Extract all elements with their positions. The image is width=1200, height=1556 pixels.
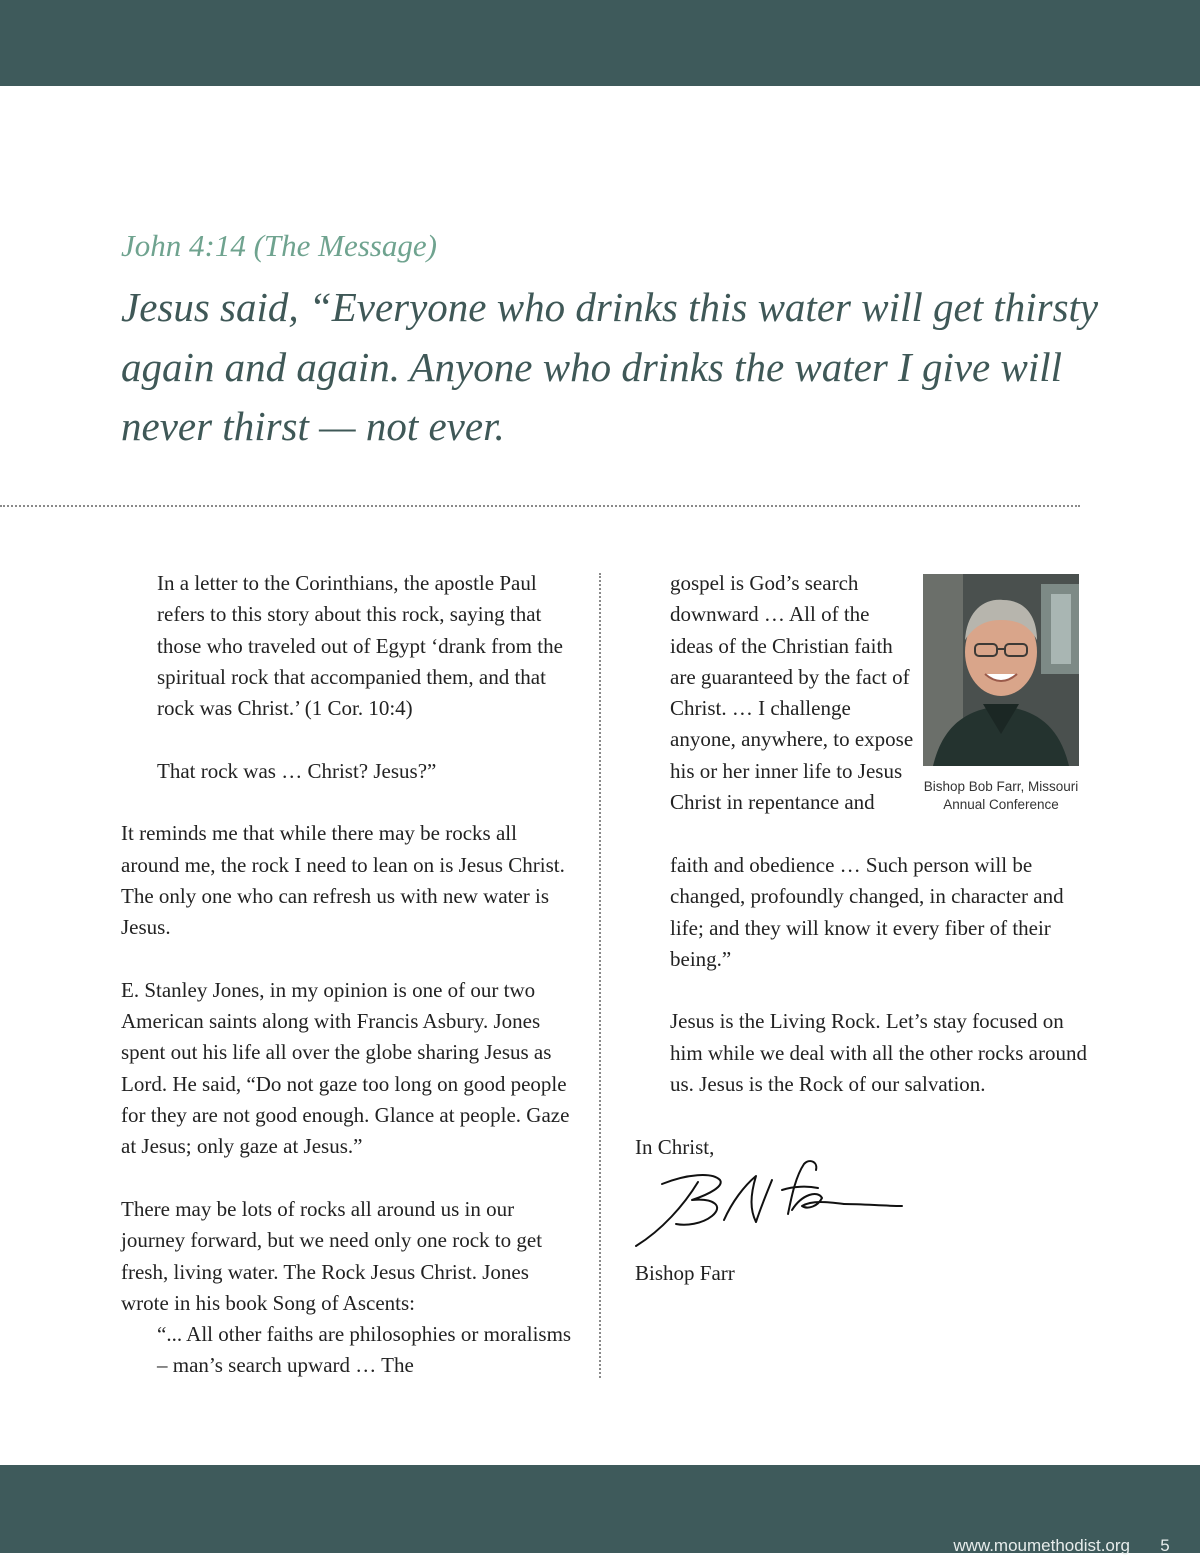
signature-icon	[632, 1150, 912, 1250]
verse-text: Jesus said, “Everyone who drinks this water will get thirsty again and again. Anyone who drinks the water I give will never thirst — not ever.	[121, 284, 1099, 449]
verse-reference: John 4:14 (The Message)	[121, 228, 437, 263]
right-column-top	[670, 568, 915, 818]
paragraph: E. Stanley Jones, in my opinion is one of our two American saints along with Francis Asbury. Jones spent out his life all over the globe sharing Jesus as Lord. He said, “Do not gaze too long on good people for they are not good enough. Glance at people. Gaze at Jesus; only gaze at Jesus.”	[121, 977, 570, 1159]
left-column	[121, 568, 576, 1382]
paragraph: It reminds me that while there may be rocks all around me, the rock I need to lean on is Jesus Christ. The only one who can refresh us with new water is Jesus.	[121, 821, 565, 940]
paragraph: There may be lots of rocks all around us in our journey forward, but we need only one rock to get fresh, living water. The Rock Jesus Christ. Jones wrote in his book Song of Ascents:	[121, 1196, 543, 1315]
block-quote-continued: gospel is God’s search downward … All of the ideas of the Christian faith are guaranteed by the fact of Christ. … I challenge anyone, anywhere, to expose his or her inner life to Jesus Christ in repentance and	[670, 571, 914, 815]
bishop-photo	[923, 574, 1079, 766]
block-quote: “... All other faiths are philosophies or moralisms – man’s search upward … The	[157, 1322, 572, 1378]
block-quote-continued: faith and obedience … Such person will be changed, profoundly changed, in character and life; and they will know it every fiber of their being.”	[670, 853, 1064, 971]
paragraph: In a letter to the Corinthians, the apostle Paul refers to this story about this rock, saying that those who traveled out of Egypt ‘drank from the spiritual rock that accompanied them, and that rock was Christ.’ (1 Cor. 10:4)	[157, 571, 563, 721]
footer-url-link[interactable]: www.moumethodist.org	[953, 1536, 1130, 1555]
section-divider	[0, 505, 1080, 507]
closing: In Christ,	[635, 1135, 715, 1159]
portrait-icon	[923, 574, 1079, 766]
page-number: 5	[1160, 1536, 1170, 1555]
column-divider	[599, 573, 601, 1378]
paragraph: That rock was … Christ? Jesus?”	[157, 758, 437, 783]
header-bar	[0, 0, 1200, 86]
photo-caption: Bishop Bob Farr, Missouri Annual Conference	[923, 779, 1079, 812]
paragraph: Jesus is the Living Rock. Let’s stay focused on him while we deal with all the other rocks around us. Jesus is the Rock of our salvation.	[670, 1009, 1087, 1097]
signature-name: Bishop Farr	[635, 1261, 735, 1285]
right-column-bottom	[670, 850, 1090, 1100]
